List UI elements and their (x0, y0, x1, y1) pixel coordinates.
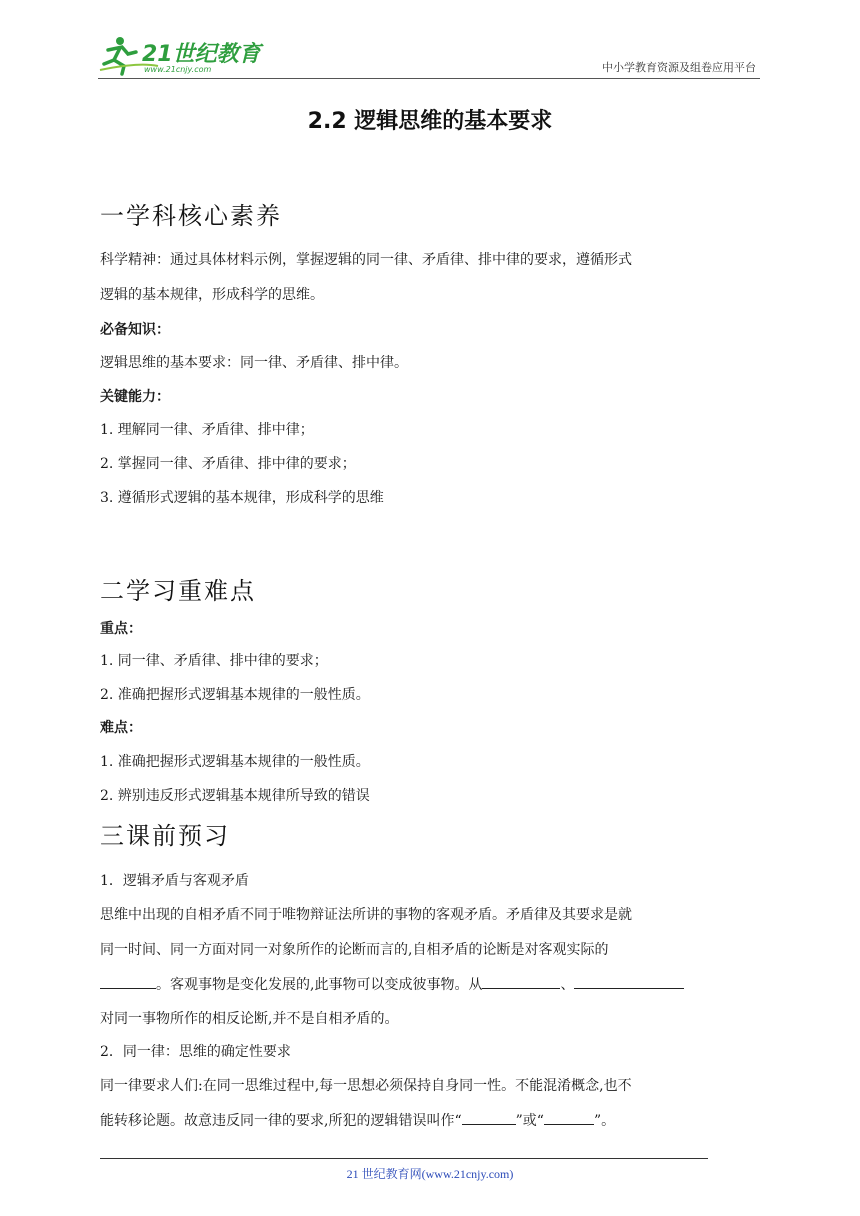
paragraph-line: 科学精神：通过具体材料示例，掌握逻辑的同一律、矛盾律、排中律的要求，遵循形式 (100, 252, 632, 268)
difficult-points-label: 难点： (100, 720, 142, 736)
paragraph-line-with-blanks (100, 974, 762, 995)
fill-blank (462, 1110, 516, 1125)
text-span: ”或“ (515, 1113, 544, 1129)
runner-logo-icon (98, 34, 268, 76)
list-item: 2. 辨别违反形式逻辑基本规律所导致的错误 (100, 788, 370, 804)
ability-label: 关键能力： (100, 389, 170, 405)
list-item: 3. 遵循形式逻辑的基本规律，形成科学的思维 (100, 490, 384, 506)
paragraph-line: 逻辑的基本规律，形成科学的思维。 (100, 287, 324, 303)
footer-divider (100, 1158, 708, 1159)
list-item: 1. 理解同一律、矛盾律、排中律； (100, 422, 314, 438)
list-item: 1. 准确把握形式逻辑基本规律的一般性质。 (100, 754, 370, 770)
text-span: 。客观事物是变化发展的,此事物可以变成彼事物。从 (156, 977, 483, 993)
list-item: 2. 掌握同一律、矛盾律、排中律的要求； (100, 456, 356, 472)
fill-blank (100, 974, 156, 989)
paragraph-line: 同一律要求人们:在同一思维过程中,每一思想必须保持自身同一性。不能混淆概念,也不 (100, 1078, 632, 1094)
text-span: 、 (560, 977, 575, 993)
text-span: ”。 (593, 1113, 616, 1129)
section-heading-1: 一学科核心素养 (100, 202, 282, 230)
item-title: 1．逻辑矛盾与客观矛盾 (100, 873, 249, 889)
paragraph-line-with-blanks (100, 1110, 762, 1131)
section-heading-2: 二学习重难点 (100, 577, 256, 605)
paragraph-line: 思维中出现的自相矛盾不同于唯物辩证法所讲的事物的客观矛盾。矛盾律及其要求是就 (100, 907, 632, 923)
fill-blank (574, 974, 684, 989)
knowledge-text: 逻辑思维的基本要求：同一律、矛盾律、排中律。 (100, 355, 408, 371)
key-points-label: 重点： (100, 621, 142, 637)
paragraph-line: 同一时间、同一方面对同一对象所作的论断而言的,自相矛盾的论断是对客观实际的 (100, 942, 609, 958)
section-heading-3: 三课前预习 (100, 822, 230, 850)
list-item: 1. 同一律、矛盾律、排中律的要求； (100, 653, 328, 669)
footer-link[interactable]: 21 世纪教育网(www.21cnjy.com) (346, 1167, 514, 1181)
item-title: 2．同一律：思维的确定性要求 (100, 1044, 291, 1060)
text-span: 能转移论题。故意违反同一律的要求,所犯的逻辑错误叫作“ (100, 1113, 462, 1129)
platform-name: 中小学教育资源及组卷应用平台 (602, 61, 756, 74)
logo-url: www.21cnjy.com (144, 65, 212, 74)
knowledge-label: 必备知识： (100, 322, 170, 338)
page-header (98, 34, 760, 79)
paragraph-line: 对同一事物所作的相反论断,并不是自相矛盾的。 (100, 1011, 399, 1027)
list-item: 2. 准确把握形式逻辑基本规律的一般性质。 (100, 687, 370, 703)
fill-blank (482, 974, 560, 989)
logo (98, 34, 268, 76)
logo-text: 21世纪教育 (142, 42, 261, 67)
fill-blank (544, 1110, 594, 1125)
document-title: 2.2 逻辑思维的基本要求 (307, 109, 553, 134)
